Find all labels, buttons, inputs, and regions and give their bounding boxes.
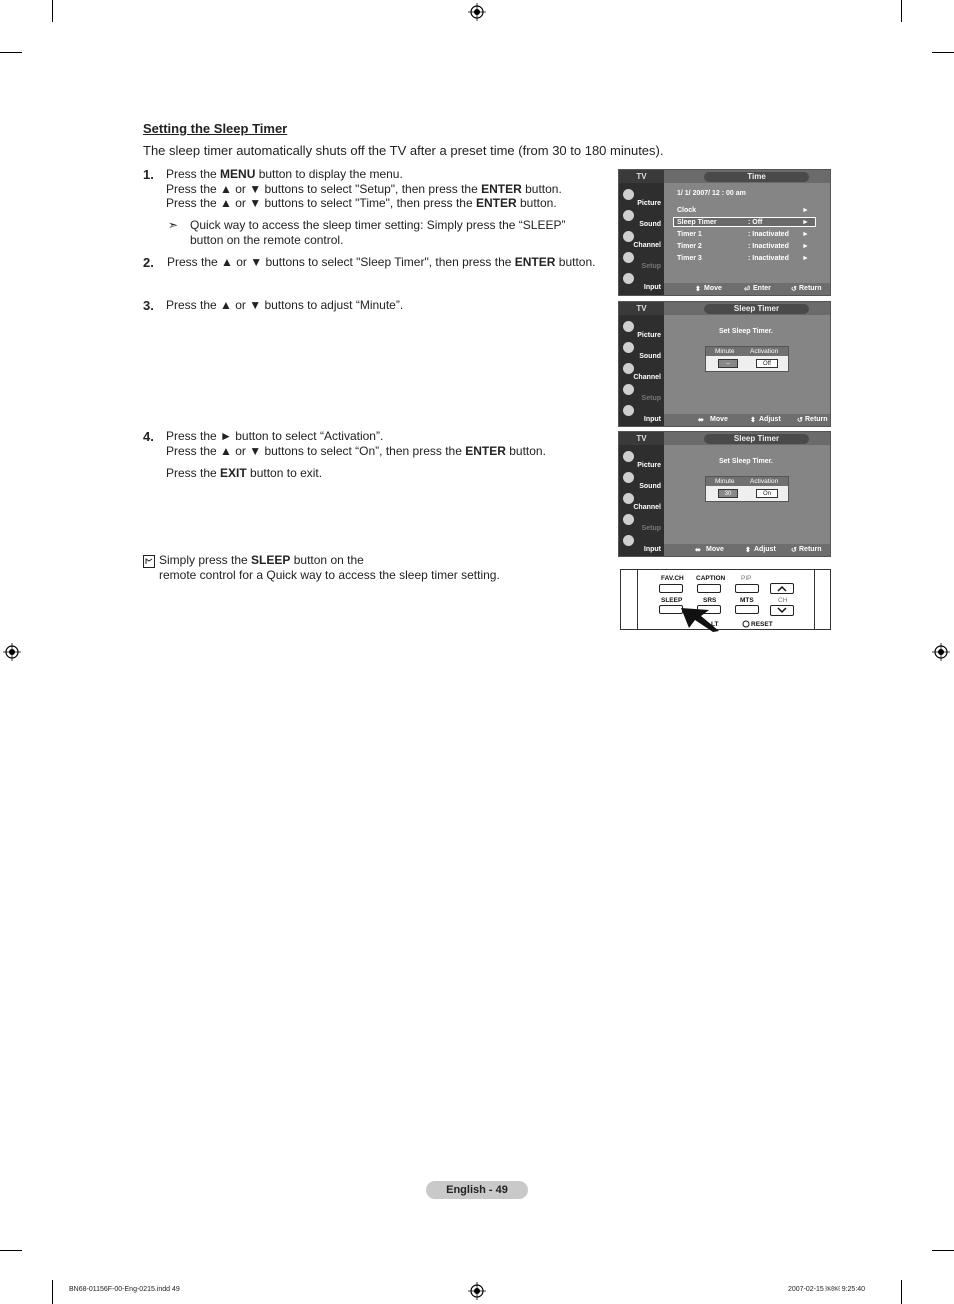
gear-icon [623, 384, 634, 395]
nav-item-sound[interactable]: Sound [620, 470, 663, 490]
tv-label: TV [619, 170, 664, 183]
note-line-2: remote control for a Quick way to access the sleep timer setting. [159, 568, 500, 582]
registration-mark-icon [468, 1282, 486, 1300]
crop-mark [901, 1280, 902, 1304]
crop-mark [0, 52, 22, 53]
reset-circle-icon [742, 620, 750, 628]
step-1-line-2: Press the ▲ or ▼ buttons to select "Setup", then press the ENTER button. [166, 182, 562, 196]
step-3-line: Press the ▲ or ▼ buttons to adjust “Minute”. [166, 298, 404, 312]
step-4-line-2: Press the ▲ or ▼ buttons to select “On”, then press the ENTER button. [166, 444, 546, 458]
activation-field[interactable]: On [756, 489, 778, 498]
pip-button[interactable] [735, 584, 759, 593]
channel-icon [623, 493, 634, 504]
menu-header: Sleep Timer [704, 434, 809, 444]
menu-row-label[interactable]: Timer 3 [677, 255, 702, 262]
registration-mark-icon [468, 3, 486, 21]
crop-mark [932, 52, 954, 53]
nav-item-input[interactable]: Input [620, 403, 663, 423]
arrow-right-icon: ► [802, 207, 809, 214]
minute-field[interactable]: 30 [718, 489, 738, 498]
nav-item-sound[interactable]: Sound [620, 340, 663, 360]
gear-icon [623, 252, 634, 263]
sleep-timer-box: Minute Activation 30 On [705, 476, 789, 502]
crop-mark [52, 0, 53, 22]
return-icon: ↺ [791, 286, 797, 293]
step-number: 3. [143, 298, 154, 313]
tv-label: TV [619, 302, 664, 315]
sleep-timer-box: Minute Activation -- Off [705, 346, 789, 372]
updown-icon: ⬍ [745, 547, 751, 554]
crop-mark [901, 0, 902, 22]
menu-row-label[interactable]: Timer 2 [677, 243, 702, 250]
nav-item-channel[interactable]: Channel [620, 361, 663, 381]
nav-item-picture[interactable]: Picture [620, 187, 663, 207]
menu-row-value: : Inactivated [748, 243, 789, 250]
sound-icon [623, 472, 634, 483]
tip-line-1: Quick way to access the sleep timer setting: Simply press the “SLEEP” [190, 218, 566, 232]
menu-footer: ⬌ Move ⬍ Adjust ↺ Return [664, 544, 830, 556]
lt-label: LT [711, 621, 719, 628]
arrow-right-icon: ► [802, 231, 809, 238]
menu-footer: ⬌ Move ⬍ Adjust ↺ Return [664, 414, 830, 426]
activation-field[interactable]: Off [756, 359, 778, 368]
crop-mark [932, 1250, 954, 1251]
reset-label: RESET [751, 621, 773, 628]
updown-icon: ⬍ [750, 417, 756, 424]
step-2-line: Press the ▲ or ▼ buttons to select "Sleep Timer", then press the ENTER button. [167, 255, 596, 269]
nav-item-setup[interactable]: Setup [620, 250, 663, 270]
menu-row-label[interactable]: Sleep Timer [677, 219, 717, 226]
pip-label: PIP [741, 575, 752, 582]
picture-icon [623, 321, 634, 332]
pointer-arrow-icon [679, 604, 721, 632]
menu-footer: ⬍ Move ⏎ Enter ↺ Return [664, 283, 830, 295]
menu-row-value: : Inactivated [748, 231, 789, 238]
menu-row-value: : Off [748, 219, 763, 226]
sound-icon [623, 342, 634, 353]
leftright-icon: ⬌ [695, 547, 701, 554]
tv-screen-sleep-timer-on [618, 431, 831, 557]
caption-button[interactable] [697, 584, 721, 593]
return-icon: ↺ [791, 547, 797, 554]
nav-item-input[interactable]: Input [620, 271, 663, 291]
slug-file-name: BN68-01156F-00-Eng-0215.indd 49 [69, 1286, 180, 1293]
sleep-label: SLEEP [661, 597, 683, 604]
tv-screen-sleep-timer-off [618, 301, 831, 427]
prompt-text: Set Sleep Timer. [719, 328, 773, 335]
step-1-line-3: Press the ▲ or ▼ buttons to select "Time", then press the ENTER button. [166, 196, 557, 210]
prompt-text: Set Sleep Timer. [719, 458, 773, 465]
menu-header: Sleep Timer [704, 304, 809, 314]
menu-row-label[interactable]: Timer 1 [677, 231, 702, 238]
favch-label: FAV.CH [661, 575, 684, 582]
input-icon [623, 405, 634, 416]
nav-item-channel[interactable]: Channel [620, 229, 663, 249]
caption-label: CAPTION [696, 575, 726, 582]
nav-item-channel[interactable]: Channel [620, 491, 663, 511]
nav-item-setup[interactable]: Setup [620, 512, 663, 532]
tv-screen-time-menu [618, 169, 831, 296]
menu-row-label[interactable]: Clock [677, 207, 697, 214]
step-4-line-1: Press the ► button to select “Activation”. [166, 429, 384, 443]
favch-button[interactable] [659, 584, 683, 593]
tv-label: TV [619, 432, 664, 445]
registration-mark-icon [3, 643, 21, 661]
picture-icon [623, 451, 634, 462]
nav-item-setup[interactable]: Setup [620, 382, 663, 402]
remote-control-illustration [620, 569, 831, 630]
intro-text: The sleep timer automatically shuts off the TV after a preset time (from 30 to 180 minutes). [143, 143, 664, 158]
gear-icon [623, 514, 634, 525]
mts-button[interactable] [735, 605, 759, 614]
input-icon [623, 535, 634, 546]
step-number: 2. [143, 255, 154, 270]
tip-marker-icon: ➣ [168, 218, 179, 232]
nav-item-picture[interactable]: Picture [620, 449, 663, 469]
picture-icon [623, 189, 634, 200]
sound-icon [623, 210, 634, 221]
note-icon [143, 555, 155, 568]
step-1-line-1: Press the MENU button to display the menu. [166, 167, 403, 181]
nav-item-sound[interactable]: Sound [620, 208, 663, 228]
registration-mark-icon [932, 643, 950, 661]
datetime: 1/ 1/ 2007/ 12 : 00 am [677, 190, 746, 197]
step-4-line-3: Press the EXIT button to exit. [166, 466, 323, 480]
crop-mark [0, 1250, 22, 1251]
step-number: 4. [143, 429, 154, 444]
crop-mark [52, 1280, 53, 1304]
note-line-1: Simply press the SLEEP button on the [159, 553, 364, 567]
return-icon: ↺ [797, 417, 803, 424]
arrow-right-icon: ► [802, 243, 809, 250]
chevron-down-icon [776, 606, 788, 615]
nav-item-input[interactable]: Input [620, 533, 663, 553]
step-number: 1. [143, 167, 154, 182]
channel-icon [623, 363, 634, 374]
updown-icon: ⬍ [695, 286, 701, 293]
enter-icon: ⏎ [744, 286, 750, 293]
menu-header: Time [704, 172, 809, 182]
nav-item-picture[interactable]: Picture [620, 319, 663, 339]
chevron-up-icon [776, 584, 788, 593]
arrow-right-icon: ► [802, 255, 809, 262]
arrow-right-icon: ► [802, 219, 809, 226]
slug-timestamp: 2007-02-15 ￼￼ 9:25:40 [788, 1286, 866, 1293]
page-number-badge: English - 49 [426, 1181, 528, 1199]
mts-label: MTS [740, 597, 754, 604]
input-icon [623, 273, 634, 284]
channel-icon [623, 231, 634, 242]
section-title: Setting the Sleep Timer [143, 121, 288, 136]
menu-row-value: : Inactivated [748, 255, 789, 262]
srs-label: SRS [703, 597, 717, 604]
leftright-icon: ⬌ [698, 417, 704, 424]
ch-label: CH [778, 597, 788, 604]
minute-field[interactable]: -- [718, 359, 738, 368]
tip-line-2: button on the remote control. [190, 233, 344, 247]
